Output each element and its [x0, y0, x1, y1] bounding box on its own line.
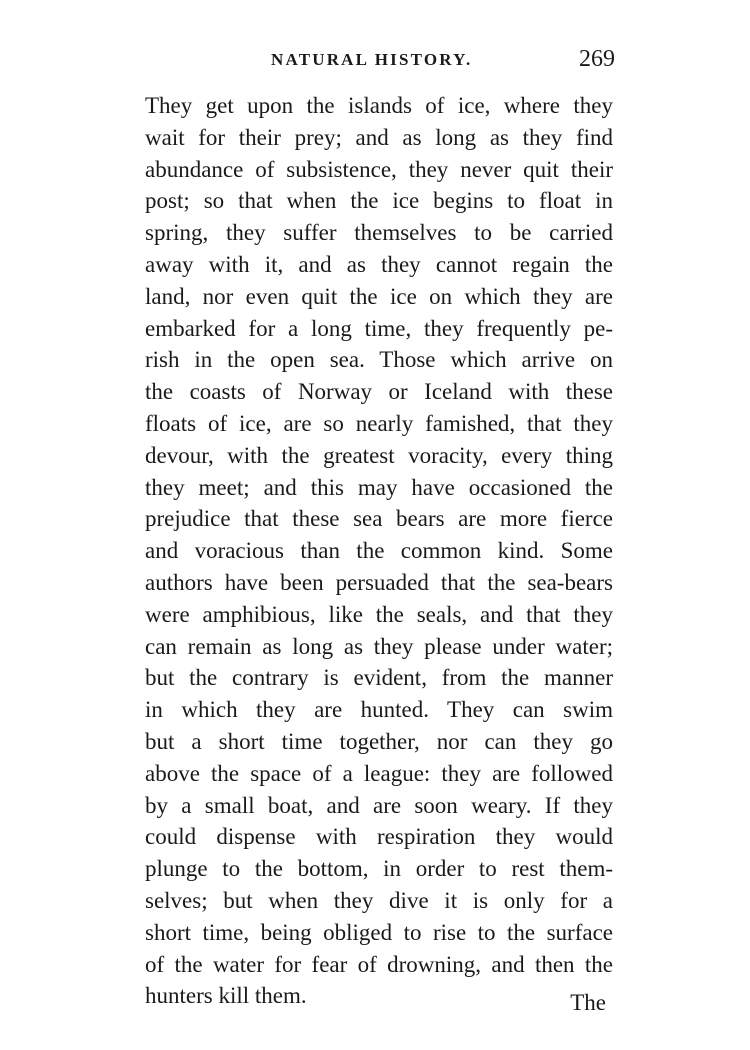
text-line: devour, with the greatest voracity, every thing: [145, 442, 613, 468]
text-line: floats of ice, are so nearly famished, that they: [145, 410, 613, 436]
text-line: wait for their prey; and as long as they find: [145, 124, 613, 150]
running-head: [145, 48, 615, 74]
body-paragraph: [145, 90, 613, 1012]
text-line: by a small boat, and are soon weary. If they: [145, 792, 613, 818]
text-line: rish in the open sea. Those which arrive on: [145, 347, 613, 373]
text-line: could dispense with respiration they would: [145, 824, 613, 850]
text-line: prejudice that these sea bears are more fierce: [145, 506, 613, 532]
text-line: away with it, and as they cannot regain the: [145, 251, 613, 277]
text-line: but the contrary is evident, from the manner: [145, 665, 613, 691]
text-line: plunge to the bottom, in order to rest them-: [145, 856, 613, 882]
text-line: abundance of subsistence, they never quit their: [145, 156, 613, 182]
text-line: embarked for a long time, they frequently pe-: [145, 315, 613, 341]
running-title: NATURAL HISTORY.: [271, 50, 473, 69]
text-line: selves; but when they dive it is only for a: [145, 887, 613, 913]
text-line: but a short time together, nor can they go: [145, 728, 613, 754]
text-line-final: hunters kill them.: [145, 983, 307, 1009]
text-line: They get upon the islands of ice, where they: [145, 93, 613, 118]
text-line: can remain as long as they please under water;: [145, 633, 613, 659]
text-line: and voracious than the common kind. Some: [145, 538, 613, 564]
catchword: The: [570, 990, 606, 1015]
text-line: of the water for fear of drowning, and then the: [145, 951, 613, 977]
text-line: short time, being obliged to rise to the surface: [145, 919, 613, 945]
text-line: spring, they suffer themselves to be carried: [145, 220, 613, 246]
page-number: 269: [579, 46, 615, 72]
text-line: post; so that when the ice begins to float in: [145, 188, 613, 214]
text-line: land, nor even quit the ice on which they are: [145, 283, 613, 309]
text-line: the coasts of Norway or Iceland with these: [145, 379, 613, 405]
text-line: they meet; and this may have occasioned the: [145, 474, 613, 500]
text-line: authors have been persuaded that the sea-bears: [145, 569, 613, 595]
text-line: were amphibious, like the seals, and that they: [145, 601, 613, 627]
text-line: in which they are hunted. They can swim: [145, 697, 613, 723]
text-line: above the space of a league: they are followed: [145, 760, 613, 786]
